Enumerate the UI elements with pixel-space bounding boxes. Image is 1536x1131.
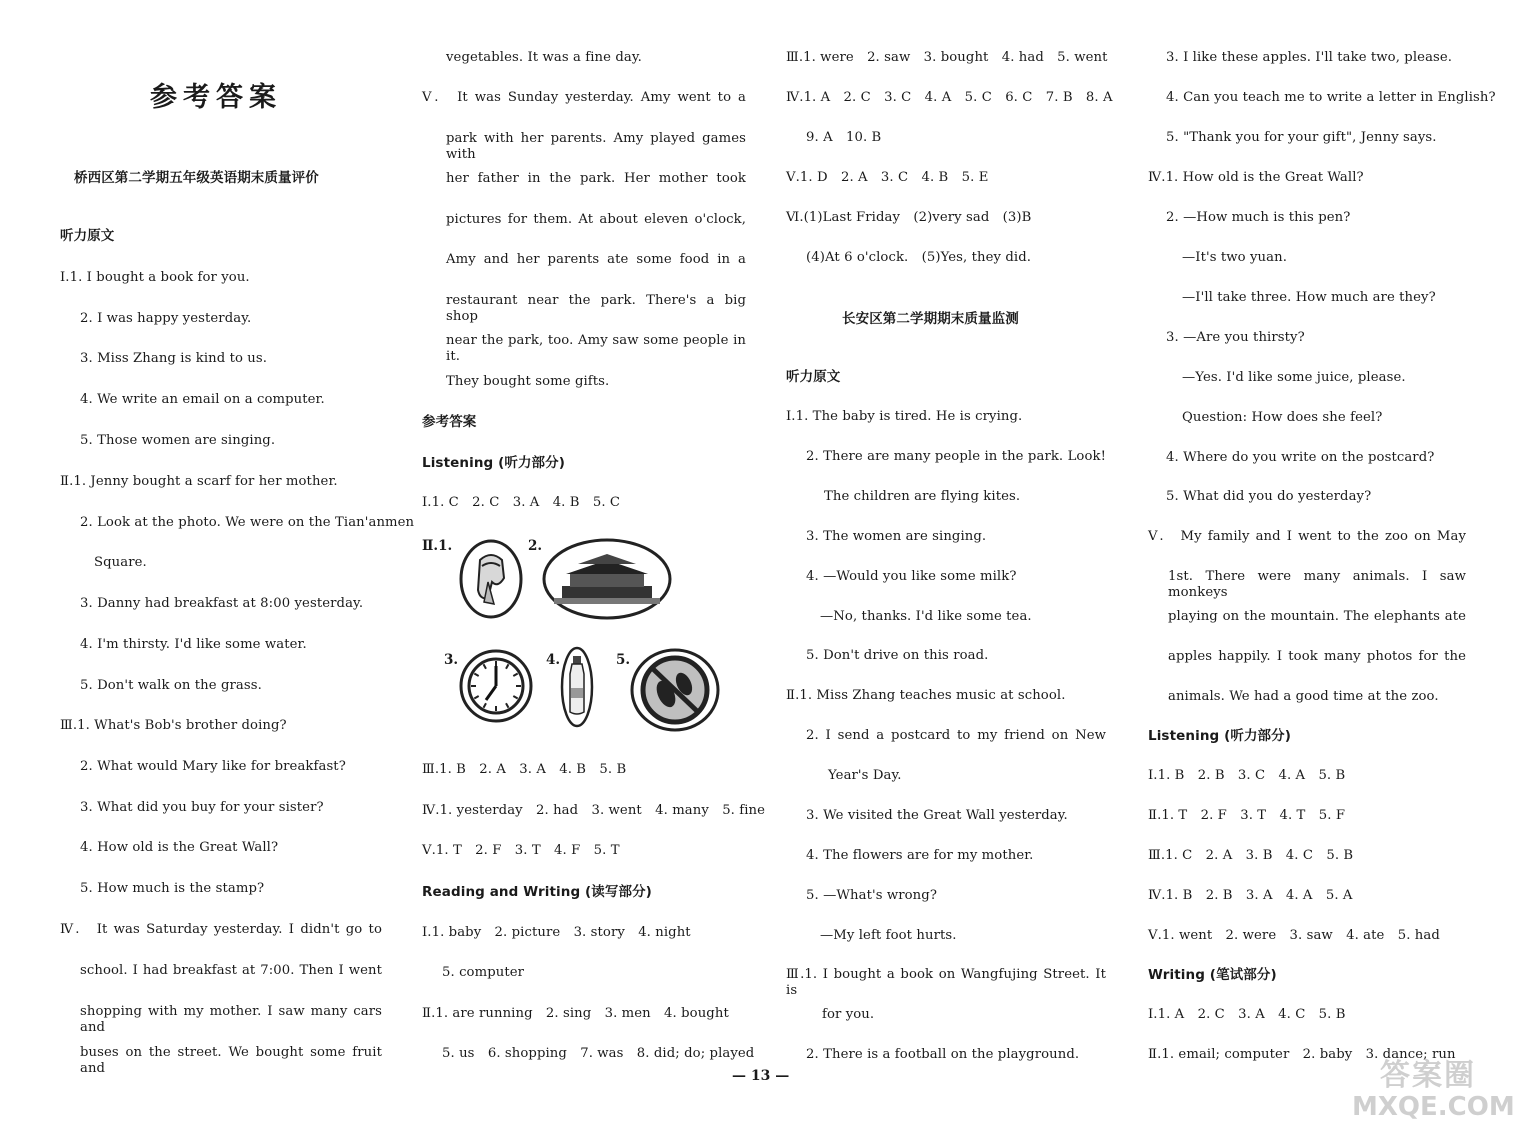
listening-heading: 听力原文 [60,228,115,244]
text-line: Ⅳ.1. A 2. C 3. C 4. A 5. C 6. C 7. B 8. A [786,90,1113,105]
text-line: 5. computer [442,965,525,980]
watermark-brand: 答案圈 [1380,1058,1476,1093]
text-line: Ⅱ.1. Jenny bought a scarf for her mother. [60,474,338,489]
text-line: —It's two yuan. [1182,250,1287,265]
listening-heading: Listening (听力部分) [1148,728,1292,744]
text-line: 9. A 10. B [806,130,882,145]
picture-label: 4. [546,652,561,668]
text-line: The children are flying kites. [824,489,1021,504]
water-bottle-icon [560,646,594,728]
text-line: Ⅰ.1. A 2. C 3. A 4. C 5. B [1148,1007,1346,1022]
no-walking-icon [630,648,720,732]
text-line: Ⅴ.1. went 2. were 3. saw 4. ate 5. had [1148,928,1440,943]
text-line: Ⅲ.1. I bought a book on Wangfujing Street. It is [786,967,1106,998]
text-line: for you. [822,1007,875,1022]
text-line: 5. Don't walk on the grass. [80,678,262,693]
answers-heading: 参考答案 [422,414,477,430]
text-line: 4. How old is the Great Wall? [80,840,279,855]
text-line: restaurant near the park. There's a big shop [446,293,746,324]
text-line: animals. We had a good time at the zoo. [1168,689,1439,704]
scarf-icon [458,538,524,620]
text-line: Ⅴ.1. D 2. A 3. C 4. B 5. E [786,170,989,185]
text-line: Square. [94,555,147,570]
text-line: 2. What would Mary like for breakfast? [80,759,346,774]
section-title: 长安区第二学期期末质量监测 [842,311,1019,327]
text-line: 2. There is a football on the playground. [806,1047,1080,1062]
text-line: Ⅱ.1. are running 2. sing 3. men 4. bought [422,1006,729,1021]
text-line: Ⅲ.1. were 2. saw 3. bought 4. had 5. went [786,50,1108,65]
page-number: — 13 — [732,1068,790,1084]
text-line: shopping with my mother. I saw many cars and [80,1004,382,1035]
text-line: Amy and her parents ate some food in a [446,252,746,267]
text-line: 5. us 6. shopping 7. was 8. did; do; played [442,1046,755,1061]
text-line: 3. Danny had breakfast at 8:00 yesterday. [80,596,364,611]
text-line: —I'll take three. How much are they? [1182,290,1436,305]
clock-icon [458,648,534,724]
listening-heading: 听力原文 [786,369,841,385]
text-line: They bought some gifts. [446,374,610,389]
text-line: Ⅳ.1. yesterday 2. had 3. went 4. many 5. fine [422,803,766,818]
text-line: Ⅴ. It was Sunday yesterday. Amy went to a [422,90,746,105]
text-line: 5. Those women are singing. [80,433,276,448]
text-line: Ⅳ.1. How old is the Great Wall? [1148,170,1364,185]
text-line: Ⅱ.1. T 2. F 3. T 4. T 5. F [1148,808,1346,823]
text-line: playing on the mountain. The elephants ate [1168,609,1466,624]
text-line: 3. I like these apples. I'll take two, please. [1166,50,1453,65]
text-line: 4. The flowers are for my mother. [806,848,1034,863]
text-line: Ⅳ.1. B 2. B 3. A 4. A 5. A [1148,888,1353,903]
section-title: 桥西区第二学期五年级英语期末质量评价 [74,170,319,186]
text-line: Year's Day. [828,768,902,783]
text-line: —No, thanks. I'd like some tea. [820,609,1032,624]
text-line: Question: How does she feel? [1182,410,1383,425]
text-line: —My left foot hurts. [820,928,957,943]
text-line: 2. I was happy yesterday. [80,311,252,326]
text-line: 2. There are many people in the park. Look! [806,449,1106,464]
text-line: 5. —What's wrong? [806,888,937,903]
text-line: near the park, too. Amy saw some people in it. [446,333,746,364]
text-line: pictures for them. At about eleven o'clock, [446,212,746,227]
picture-label: 2. [528,538,543,554]
text-line: vegetables. It was a fine day. [446,50,642,65]
text-line: Ⅲ.1. What's Bob's brother doing? [60,718,287,733]
text-line: Ⅱ.1. Miss Zhang teaches music at school. [786,688,1066,703]
text-line: Ⅲ.1. B 2. A 3. A 4. B 5. B [422,762,627,777]
text-line: 4. I'm thirsty. I'd like some water. [80,637,307,652]
reading-writing-heading: Reading and Writing (读写部分) [422,884,652,900]
text-line: park with her parents. Amy played games with [446,131,746,162]
text-line: Ⅰ.1. baby 2. picture 3. story 4. night [422,925,691,940]
text-line: (4)At 6 o'clock. (5)Yes, they did. [806,250,1032,265]
text-line: Ⅰ.1. I bought a book for you. [60,270,250,285]
text-line: Ⅲ.1. C 2. A 3. B 4. C 5. B [1148,848,1354,863]
listening-heading: Listening (听力部分) [422,455,566,471]
text-line: Ⅴ.1. T 2. F 3. T 4. F 5. T [422,843,620,858]
text-line: school. I had breakfast at 7:00. Then I went [80,963,382,978]
text-line: 3. We visited the Great Wall yesterday. [806,808,1068,823]
text-line: her father in the park. Her mother took [446,171,746,186]
text-line: 4. Where do you write on the postcard? [1166,450,1435,465]
text-line: —Yes. I'd like some juice, please. [1182,370,1406,385]
watermark-text: MXQE.COM [1352,1092,1515,1122]
text-line: 4. We write an email on a computer. [80,392,325,407]
text-line: 5. How much is the stamp? [80,881,265,896]
text-line: Ⅰ.1. C 2. C 3. A 4. B 5. C [422,495,621,510]
text-line: apples happily. I took many photos for the [1168,649,1466,664]
text-line: 4. Can you teach me to write a letter in English? [1166,90,1496,105]
text-line: Ⅰ.1. The baby is tired. He is crying. [786,409,1023,424]
text-line: 4. —Would you like some milk? [806,569,1017,584]
text-line: Ⅵ.(1)Last Friday (2)very sad (3)B [786,210,1032,225]
text-line: 3. Miss Zhang is kind to us. [80,351,268,366]
text-line: 3. The women are singing. [806,529,987,544]
text-line: 2. Look at the photo. We were on the Tian'anmen [80,515,415,530]
picture-label: Ⅱ.1. [422,538,453,554]
picture-label: 3. [444,652,459,668]
text-line: 1st. There were many animals. I saw monkeys [1168,569,1466,600]
text-line: 5. Don't drive on this road. [806,648,989,663]
text-line: 3. —Are you thirsty? [1166,330,1305,345]
text-line: buses on the street. We bought some fruit and [80,1045,382,1076]
picture-label: 5. [616,652,631,668]
writing-heading: Writing (笔试部分) [1148,967,1277,983]
text-line: Ⅱ.1. email; computer 2. baby 3. dance; run [1148,1047,1456,1062]
text-line: 5. "Thank you for your gift", Jenny says. [1166,130,1437,145]
text-line: 2. —How much is this pen? [1166,210,1351,225]
text-line: Ⅳ. It was Saturday yesterday. I didn't go to [60,922,382,937]
text-line: Ⅰ.1. B 2. B 3. C 4. A 5. B [1148,768,1346,783]
page-title: 参考答案 [150,82,282,113]
text-line: 3. What did you buy for your sister? [80,800,324,815]
text-line: Ⅴ. My family and I went to the zoo on May [1148,529,1466,544]
text-line: 2. I send a postcard to my friend on New [806,728,1106,743]
tiananmen-icon [542,538,672,620]
text-line: 5. What did you do yesterday? [1166,489,1372,504]
